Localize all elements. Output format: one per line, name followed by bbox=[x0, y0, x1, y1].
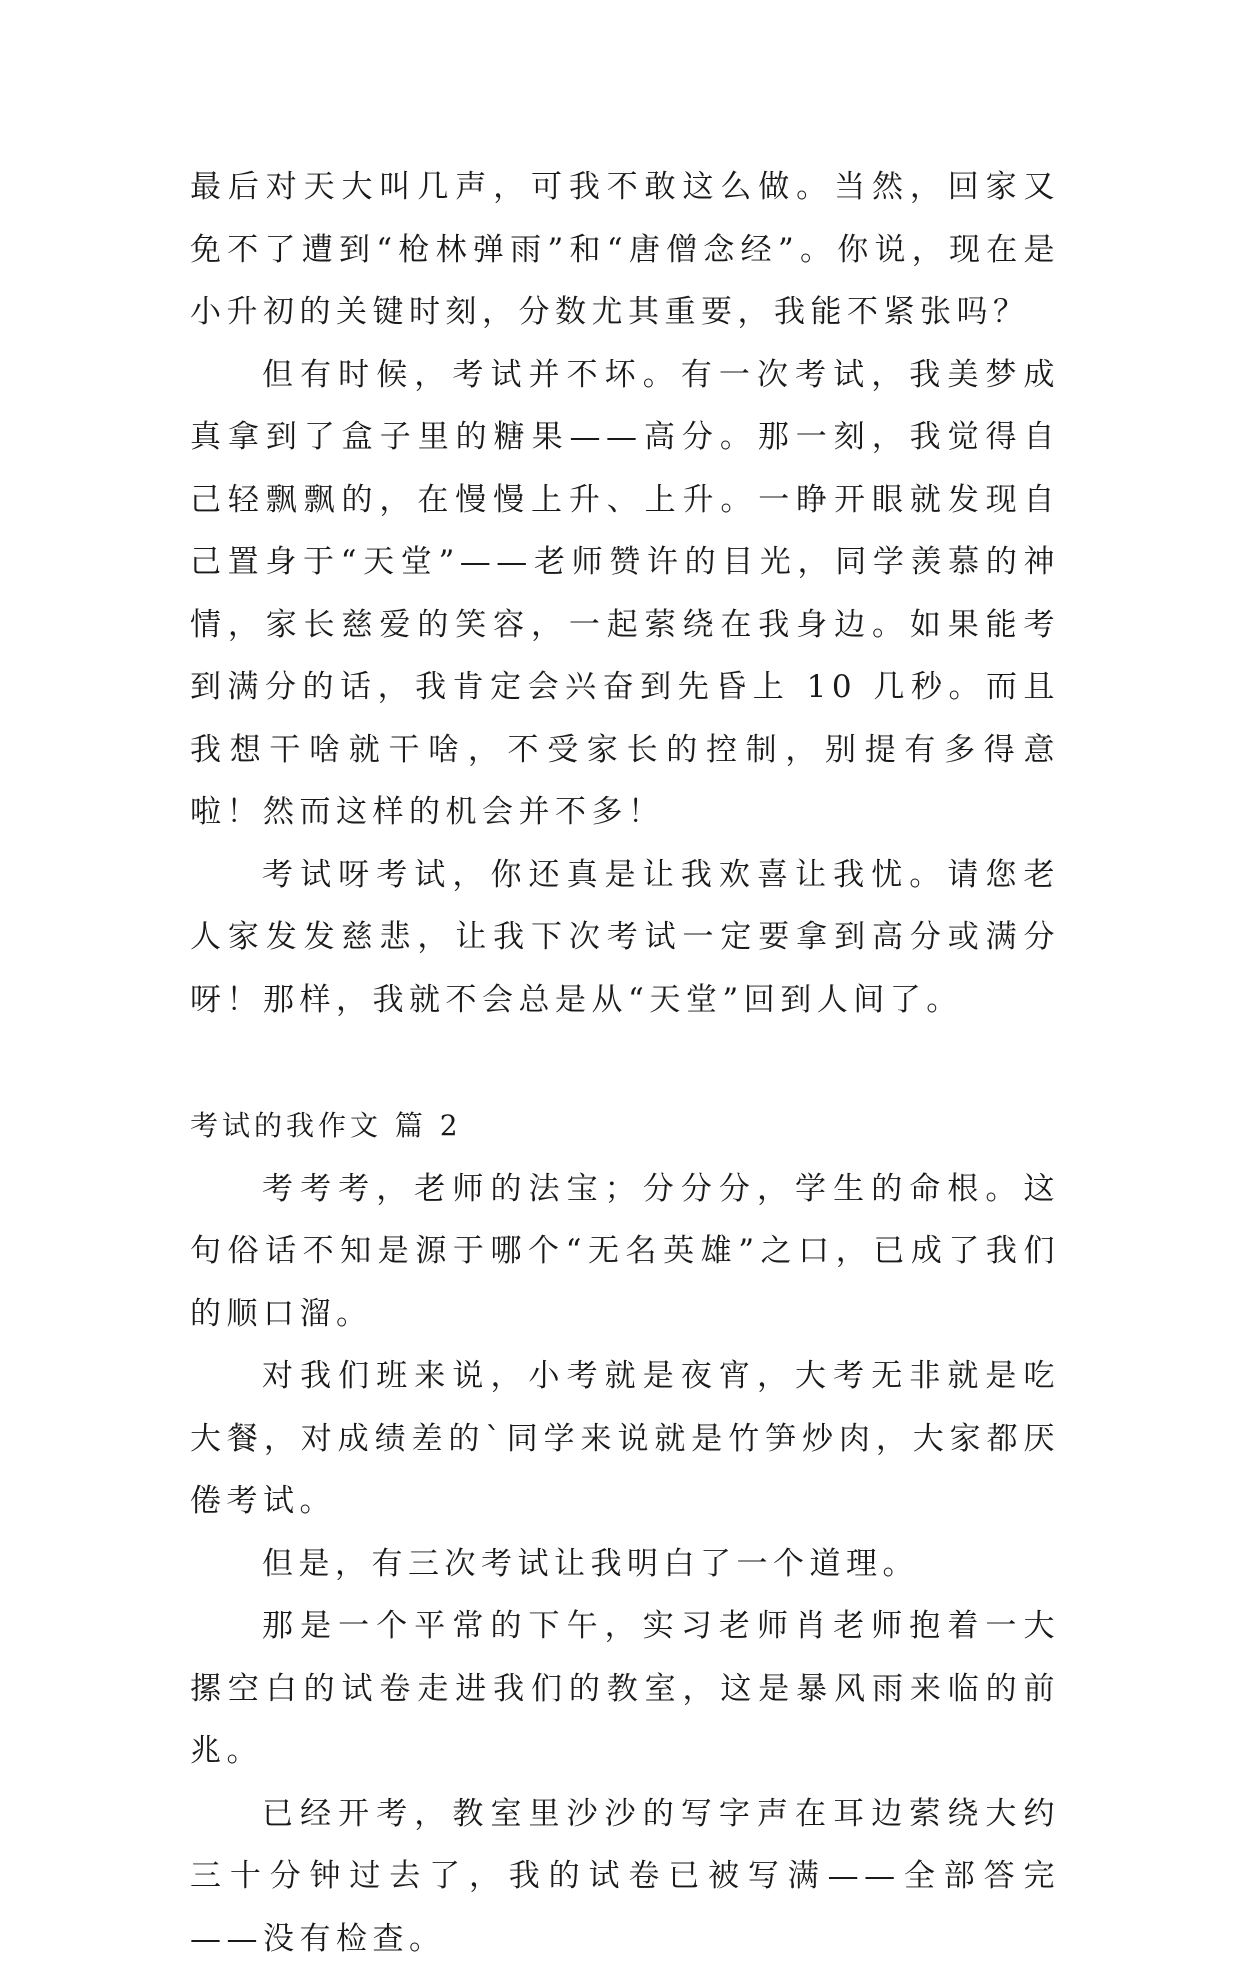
document-body bbox=[190, 156, 1060, 1970]
paragraph: 对我们班来说，小考就是夜宵，大考无非就是吃大餐，对成绩差的`同学来说就是竹笋炒肉，大家都厌倦考试。 bbox=[190, 1345, 1060, 1533]
paragraph-continued: 最后对天大叫几声，可我不敢这么做。当然，回家又免不了遭到“枪林弹雨”和“唐僧念经”。你说，现在是小升初的关键时刻，分数尤其重要，我能不紧张吗？ bbox=[190, 156, 1060, 344]
section-heading: 考试的我作文 篇 2 bbox=[190, 1095, 1060, 1158]
paragraph: 但是，有三次考试让我明白了一个道理。 bbox=[190, 1533, 1060, 1596]
paragraph: 考考考，老师的法宝；分分分，学生的命根。这句俗话不知是源于哪个“无名英雄”之口，已成了我们的顺口溜。 bbox=[190, 1158, 1060, 1346]
paragraph: 考试呀考试，你还真是让我欢喜让我忧。请您老人家发发慈悲，让我下次考试一定要拿到高分或满分呀！那样，我就不会总是从“天堂”回到人间了。 bbox=[190, 844, 1060, 1032]
paragraph: 那是一个平常的下午，实习老师肖老师抱着一大摞空白的试卷走进我们的教室，这是暴风雨来临的前兆。 bbox=[190, 1595, 1060, 1783]
paragraph: 但有时候，考试并不坏。有一次考试，我美梦成真拿到了盒子里的糖果——高分。那一刻，我觉得自己轻飘飘的，在慢慢上升、上升。一睁开眼就发现自己置身于“天堂”——老师赞许的目光，同学羡慕的神情，家长慈爱的笑容，一起萦绕在我身边。如果能考到满分的话，我肯定会兴奋到先昏上 10 几秒。而且我想干啥就干啥，不受家长的控制，别提有多得意啦！然而这样的机会并不多！ bbox=[190, 344, 1060, 844]
paragraph: 已经开考，教室里沙沙的写字声在耳边萦绕大约三十分钟过去了，我的试卷已被写满——全部答完——没有检查。 bbox=[190, 1783, 1060, 1970]
